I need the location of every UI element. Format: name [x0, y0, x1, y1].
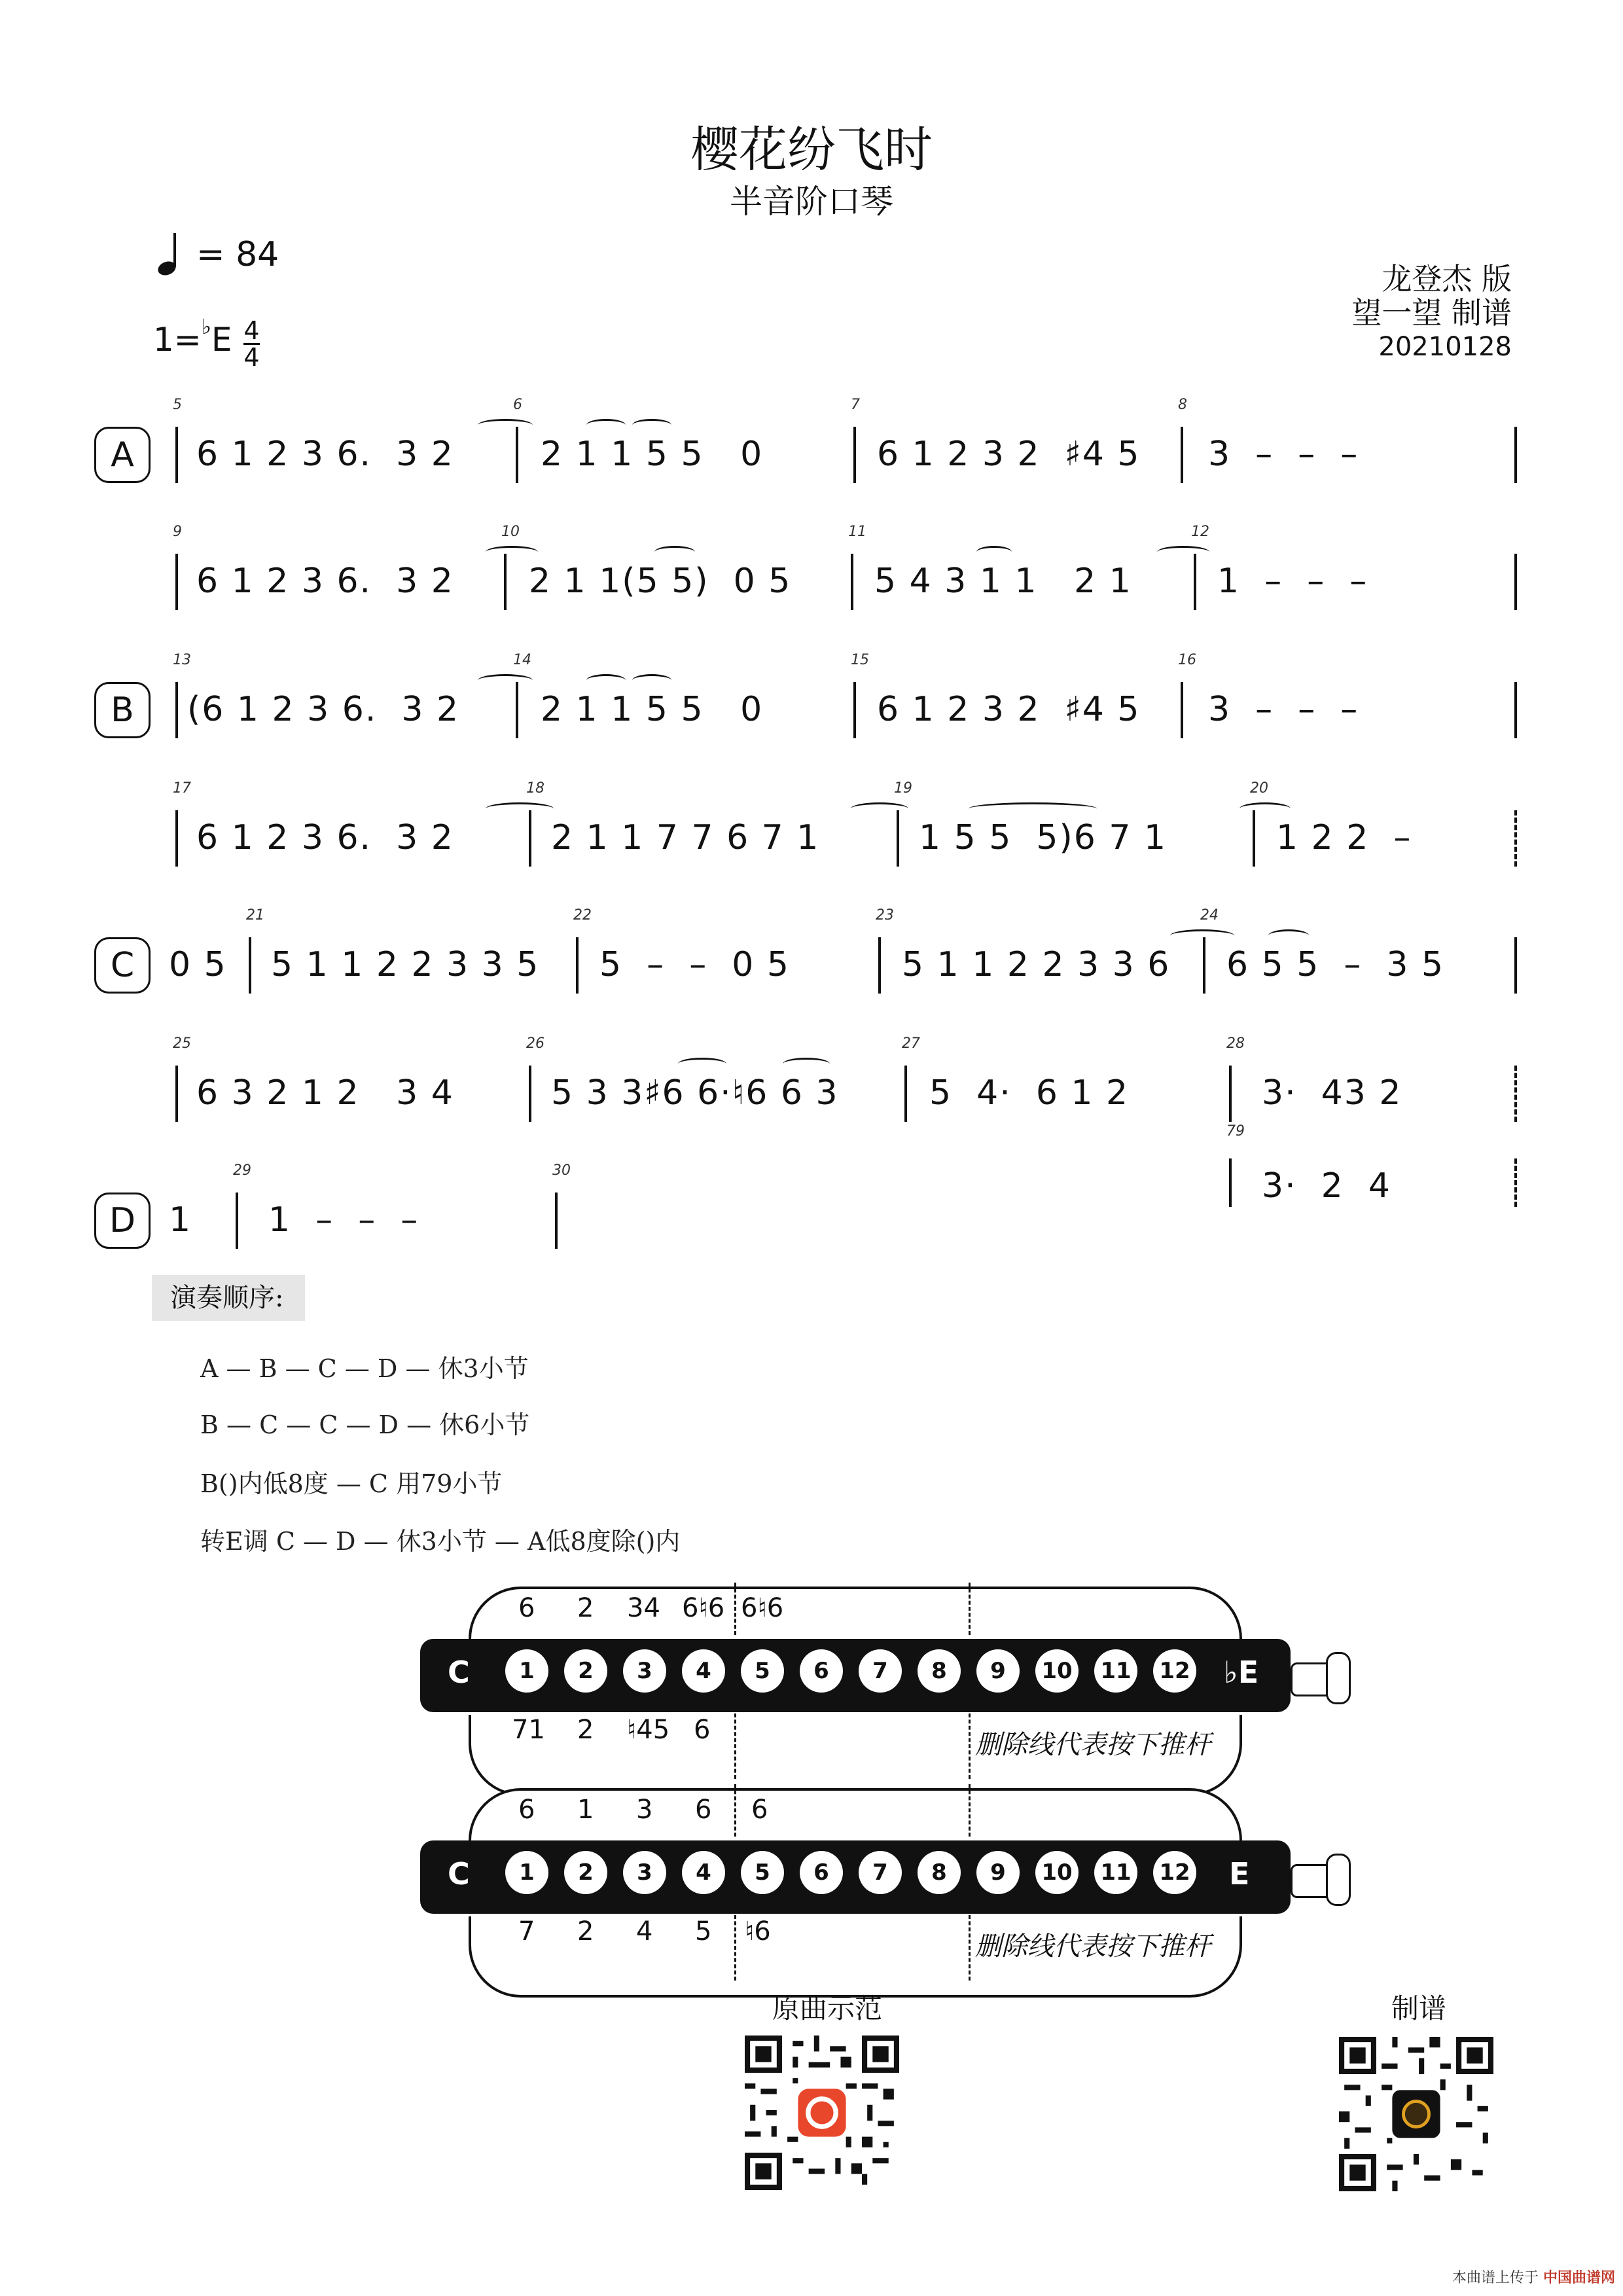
harmonica-diagram-2	[420, 1788, 1363, 1998]
hole: 1	[505, 1649, 548, 1693]
hole: 4	[682, 1649, 725, 1693]
hole: 6	[800, 1851, 843, 1894]
blow-note: 1	[577, 1795, 594, 1825]
measure-notes: 5 4· 6 1 2	[929, 1073, 1130, 1113]
measure-number: 13	[173, 652, 191, 668]
hole: 2	[564, 1851, 607, 1894]
pickup-notes: 0 5	[169, 945, 227, 984]
section-label-c: C	[94, 937, 151, 994]
key-prefix: 1=	[153, 321, 202, 359]
draw-note: 5	[695, 1916, 712, 1946]
measure-number: 19	[894, 780, 912, 797]
order-line-2: B — C — C — D — 休6小节	[200, 1410, 530, 1439]
measure-notes: 6 1 2 3 6. 3 2	[196, 435, 454, 474]
measure-notes: 6 1 2 3 2 ♯4 5	[877, 435, 1141, 474]
measure-number: 12	[1191, 524, 1209, 540]
draw-note: ♮45	[627, 1715, 670, 1745]
flat-sign: ♭	[201, 314, 211, 339]
measure-notes: 3· 43 2	[1262, 1073, 1402, 1113]
measure-notes: 5 1 1 2 2 3 3 5	[271, 945, 540, 984]
measure-number: 5	[173, 397, 182, 413]
hole: 12	[1153, 1649, 1196, 1693]
harmonica-note: 删除线代表按下推杆	[975, 1931, 1211, 1962]
hole: 7	[859, 1851, 902, 1894]
measure-notes: 1 2 2 –	[1276, 818, 1412, 857]
measure-notes: 3 – – –	[1208, 690, 1359, 729]
measure-notes: 5 3 3♯6 6·♮6 6 3	[551, 1073, 839, 1113]
measure-number: 28	[1226, 1035, 1245, 1052]
hole: 8	[918, 1649, 961, 1693]
measure-number: 7	[851, 397, 860, 413]
measure-notes: 2 1 1(5 5) 0 5	[529, 562, 792, 601]
measure-number: 25	[173, 1035, 191, 1052]
measure-number: 30	[552, 1162, 571, 1179]
blow-note: 6♮6	[741, 1593, 784, 1623]
measure-number: 10	[501, 524, 520, 540]
harmonica-left-key: C	[448, 1655, 470, 1690]
hole: 1	[505, 1851, 548, 1894]
draw-note: ♮6	[745, 1916, 771, 1946]
measure-number: 15	[851, 652, 869, 668]
harmonica-left-key: C	[448, 1856, 470, 1892]
harmonica-right-key: ♭E	[1224, 1655, 1259, 1690]
measure-notes: 6 5 5 – 3 5	[1226, 945, 1445, 984]
measure-number: 14	[513, 652, 531, 668]
measure-notes: 5 1 1 2 2 3 3 6	[902, 945, 1171, 984]
measure-notes: 6 3 2 1 2 3 4	[196, 1073, 454, 1113]
hole: 7	[859, 1649, 902, 1693]
measure-number: 21	[246, 907, 264, 924]
measure-number: 20	[1250, 780, 1268, 797]
measure-notes: 2 1 1 7 7 6 7 1	[551, 818, 820, 857]
hole: 9	[976, 1649, 1020, 1693]
key-letter: E	[211, 321, 232, 359]
draw-note: 4	[636, 1916, 653, 1946]
hole: 5	[741, 1851, 784, 1894]
blow-note: 2	[577, 1593, 594, 1623]
measure-number: 79	[1226, 1123, 1245, 1139]
time-num: 4	[243, 316, 260, 345]
blow-note: 6	[695, 1795, 712, 1825]
measure-notes: 6 1 2 3 2 ♯4 5	[877, 690, 1141, 729]
tempo-text: = 84	[196, 235, 279, 274]
measure-number: 8	[1178, 397, 1187, 413]
measure-number: 24	[1200, 907, 1219, 924]
draw-note: 71	[512, 1715, 545, 1745]
draw-note: 6	[694, 1715, 711, 1745]
hole: 6	[800, 1649, 843, 1693]
order-line-1: A — B — C — D — 休3小节	[200, 1354, 529, 1383]
section-label-d: D	[94, 1193, 151, 1249]
measure-notes: 3 – – –	[1208, 435, 1359, 474]
measure-notes: 1 5 5 5)6 7 1	[919, 818, 1168, 857]
footer-brand[interactable]: 中国曲谱网	[1543, 2270, 1615, 2286]
draw-note: 2	[577, 1715, 594, 1745]
blow-note: 6♮6	[682, 1593, 725, 1623]
time-den: 4	[243, 343, 260, 372]
quarter-note-icon	[156, 232, 178, 278]
time-signature	[243, 318, 259, 370]
measure-notes: 6 1 2 3 6. 3 2	[196, 562, 454, 601]
blow-note: 34	[627, 1593, 660, 1623]
credits	[1351, 262, 1512, 364]
qr-code-demo[interactable]	[745, 2036, 899, 2190]
measure-number: 29	[233, 1162, 251, 1179]
harmonica-right-key: E	[1229, 1856, 1250, 1892]
footer-prefix: 本曲谱上传于	[1452, 2270, 1539, 2286]
hole: 3	[623, 1851, 666, 1894]
measure-number: 17	[173, 780, 191, 797]
measure-notes: 6 1 2 3 6. 3 2	[196, 818, 454, 857]
credit-arranger: 望一望 制谱	[1351, 295, 1512, 331]
footer	[1452, 2267, 1615, 2287]
harmonica-note: 删除线代表按下推杆	[975, 1730, 1211, 1760]
order-line-4: 转E调 C — D — 休3小节 — A低8度除()内	[200, 1527, 681, 1556]
measure-number: 22	[573, 907, 592, 924]
blow-note: 6	[518, 1593, 535, 1623]
pickup-notes: 1	[169, 1200, 192, 1240]
qr-code-arranger[interactable]	[1339, 2037, 1493, 2191]
measure-notes: 5 – – 0 5	[599, 945, 790, 984]
measure-number: 26	[526, 1035, 544, 1052]
page-title: 樱花纷飞时	[690, 122, 933, 178]
blow-note: 6	[518, 1795, 535, 1825]
blow-note: 6	[751, 1795, 768, 1825]
draw-note: 7	[518, 1916, 535, 1946]
credit-date: 20210128	[1378, 332, 1512, 362]
credit-version: 龙登杰 版	[1382, 261, 1512, 296]
qr-label-demo: 原曲示范	[772, 1992, 883, 2024]
section-label-b: B	[94, 682, 151, 738]
measure-notes: 2 1 1 5 5 0	[541, 435, 764, 474]
harmonica-diagram-1	[420, 1587, 1363, 1796]
hole: 10	[1035, 1649, 1079, 1693]
order-title: 演奏顺序:	[152, 1275, 305, 1321]
draw-note: 2	[577, 1916, 594, 1946]
measure-number: 11	[848, 524, 866, 540]
score-row-7	[0, 1123, 1623, 1289]
page-subtitle: 半音阶口琴	[730, 183, 893, 221]
tempo-marking	[156, 232, 279, 278]
measure-notes: 3· 2 4	[1262, 1166, 1391, 1206]
measure-notes: (6 1 2 3 6. 3 2	[187, 690, 460, 729]
hole: 2	[564, 1649, 607, 1693]
hole: 3	[623, 1649, 666, 1693]
score-row-4	[0, 776, 1623, 907]
measure-number: 18	[526, 780, 544, 797]
score-row-5	[0, 903, 1623, 1034]
netease-music-icon	[798, 2089, 846, 2136]
qr-label-arranger: 制谱	[1391, 1992, 1447, 2024]
hole: 8	[918, 1851, 961, 1894]
score-row-1	[0, 393, 1623, 524]
hole: 12	[1153, 1851, 1196, 1894]
measure-notes: 2 1 1 5 5 0	[541, 690, 764, 729]
hole: 11	[1094, 1649, 1137, 1693]
key-signature	[153, 314, 260, 372]
score-row-6	[0, 1031, 1623, 1162]
measure-number: 23	[876, 907, 894, 924]
measure-number: 27	[902, 1035, 920, 1052]
measure-notes: 5 4 3 1 1 2 1	[874, 562, 1132, 601]
score-row-2	[0, 520, 1623, 651]
measure-number: 9	[173, 524, 182, 540]
measure-number: 6	[513, 397, 522, 413]
score-row-3	[0, 648, 1623, 779]
section-label-a: A	[94, 427, 151, 483]
hole: 4	[682, 1851, 725, 1894]
measure-notes: 1 – – –	[268, 1200, 419, 1240]
measure-notes: 1 – – –	[1217, 562, 1368, 601]
order-line-3: B()内低8度 — C 用79小节	[200, 1469, 503, 1498]
hole: 5	[741, 1649, 784, 1693]
hole: 9	[976, 1851, 1020, 1894]
measure-number: 16	[1178, 652, 1196, 668]
hole: 10	[1035, 1851, 1079, 1894]
hole: 11	[1094, 1851, 1137, 1894]
blow-note: 3	[636, 1795, 653, 1825]
